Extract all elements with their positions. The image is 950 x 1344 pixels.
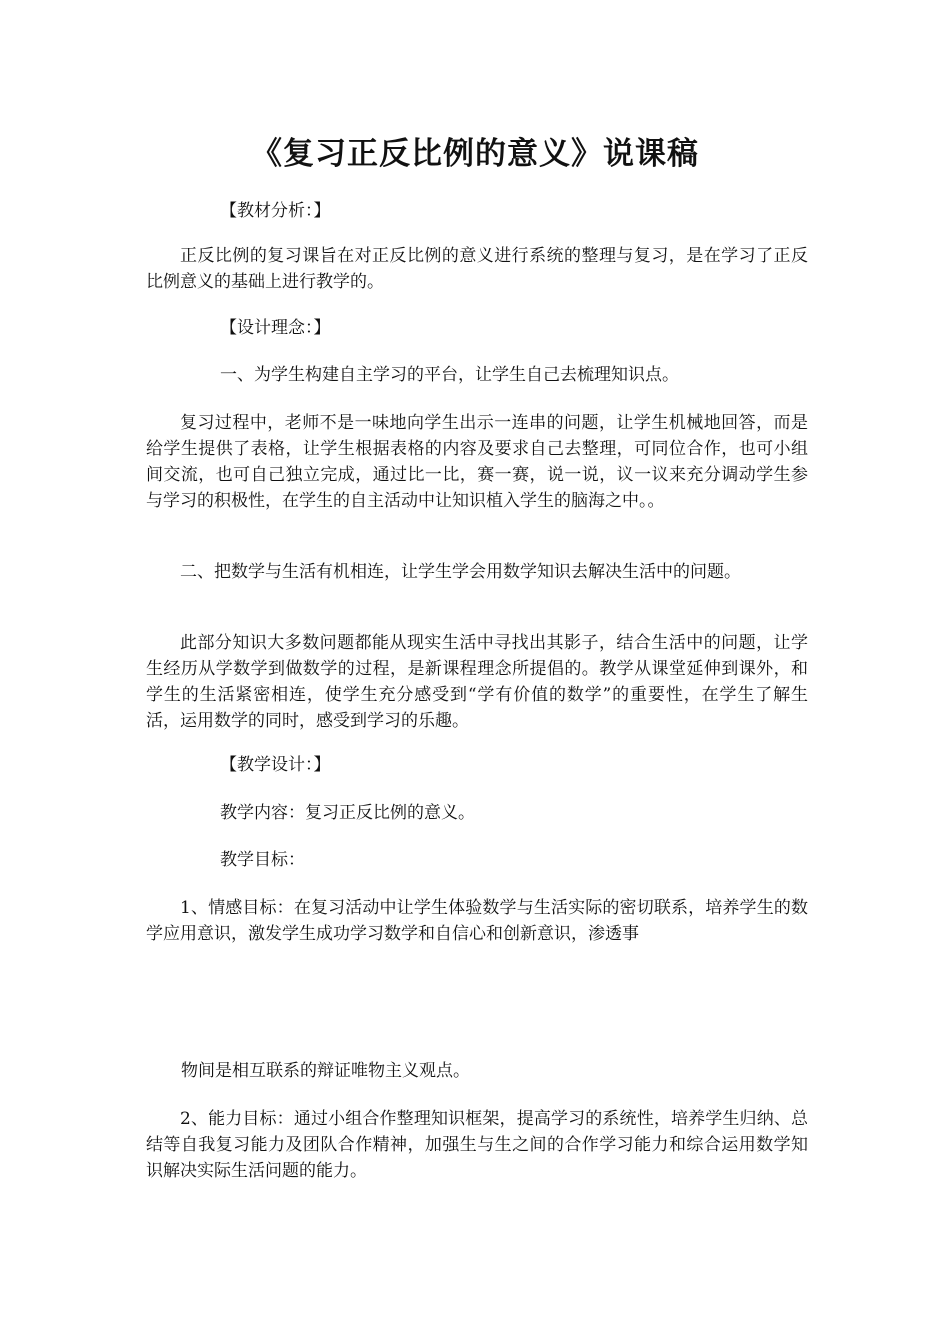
paragraph: 教学内容：复习正反比例的意义。 bbox=[220, 803, 475, 823]
paragraph: 正反比例的复习课旨在对正反比例的意义进行系统的整理与复习，是在学习了正反比例意义的基础上进行教学的。 bbox=[146, 246, 808, 292]
paragraph: 二、把数学与生活有机相连，让学生学会用数学知识去解决生活中的问题。 bbox=[180, 562, 741, 582]
paragraph: 复习过程中，老师不是一味地向学生出示一连串的问题，让学生机械地回答，而是给学生提供了表格，让学生根据表格的内容及要求自己去整理，可同位合作，也可小组间交流，也可自己独立完成，通过比一比，赛一赛，说一说，议一议来充分调动学生参与学习的积极性，在学生的自主活动中让知识植入学生的脑海之中。。 bbox=[146, 413, 808, 511]
paragraph: 2、能力目标：通过小组合作整理知识框架，提高学习的系统性，培养学生归纳、总结等自我复习能力及团队合作精神，加强生与生之间的合作学习能力和综合运用数学知识解决实际生活问题的能力。 bbox=[146, 1109, 808, 1181]
paragraph: 1、情感目标：在复习活动中让学生体验数学与生活实际的密切联系，培养学生的数学应用意识，激发学生成功学习数学和自信心和创新意识，渗透事 bbox=[146, 898, 808, 944]
paragraph: 物间是相互联系的辩证唯物主义观点。 bbox=[181, 1061, 470, 1081]
section-heading-concept: 【设计理念：】 bbox=[220, 318, 331, 338]
section-heading-design: 【教学设计：】 bbox=[220, 755, 331, 775]
paragraph: 教学目标： bbox=[220, 850, 305, 870]
document-title: 《复习正反比例的意义》说课稿 bbox=[251, 136, 699, 172]
paragraph: 此部分知识大多数问题都能从现实生活中寻找出其影子，结合生活中的问题，让学生经历从学数学到做数学的过程，是新课程理念所提倡的。教学从课堂延伸到课外，和学生的生活紧密相连，使学生充分感受到“学有价值的数学”的重要性，在学生了解生活，运用数学的同时，感受到学习的乐趣。 bbox=[146, 633, 808, 731]
paragraph: 一、为学生构建自主学习的平台，让学生自己去梳理知识点。 bbox=[220, 365, 679, 385]
section-heading-analysis: 【教材分析：】 bbox=[220, 201, 331, 221]
